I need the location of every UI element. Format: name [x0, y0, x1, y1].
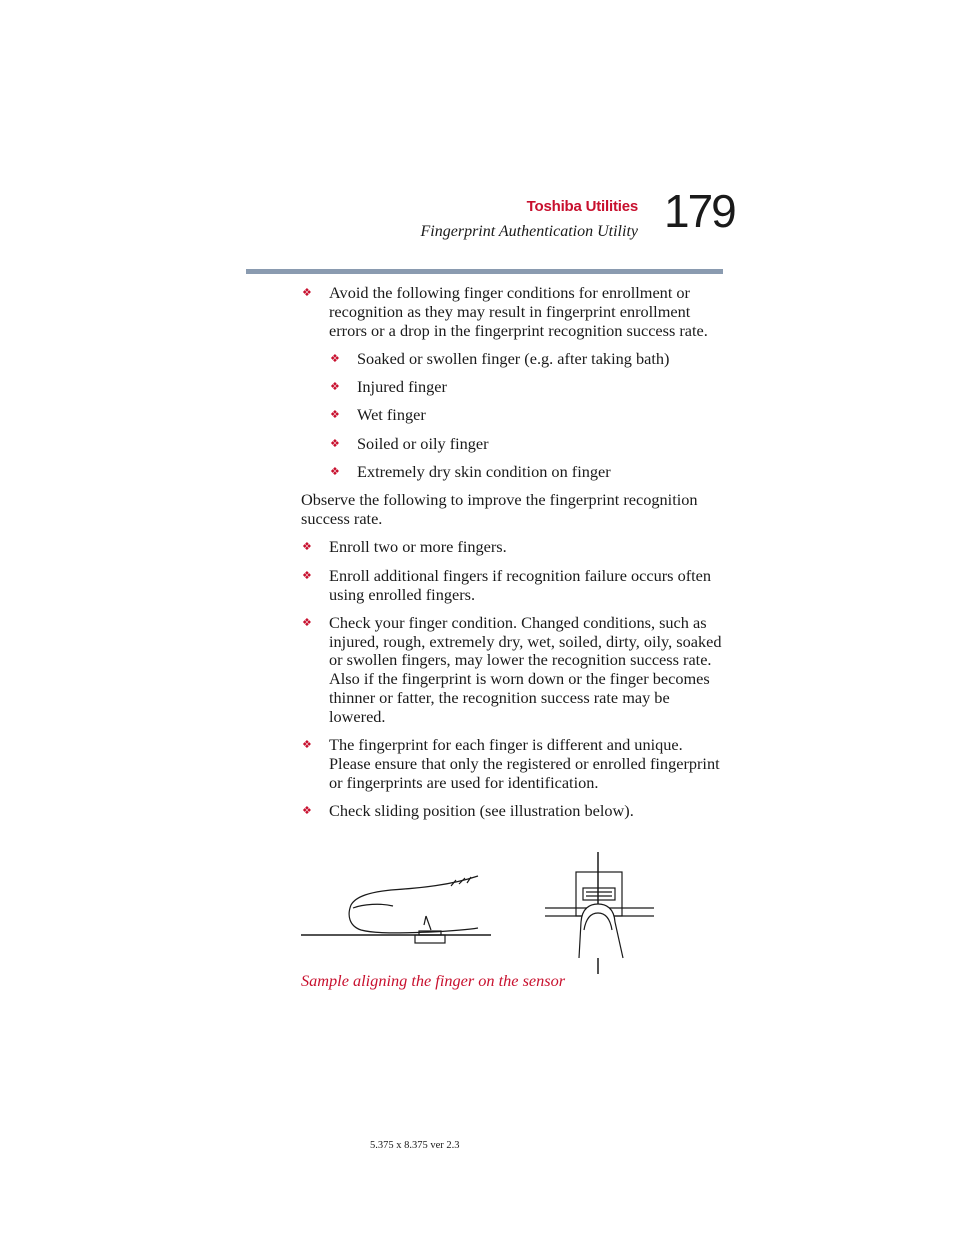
sub-list-item — [301, 435, 723, 454]
sub-list-item — [301, 378, 723, 397]
list-item — [301, 614, 723, 727]
section-title: Fingerprint Authentication Utility — [420, 223, 638, 240]
diamond-bullet-icon: ❖ — [302, 615, 312, 629]
page-footer: 5.375 x 8.375 ver 2.3 — [370, 1140, 460, 1151]
diamond-bullet-icon: ❖ — [302, 738, 312, 752]
page-number: 179 — [664, 185, 735, 237]
bullet-text: Enroll additional fingers if recognition failure occurs often using enrolled fingers. — [329, 565, 712, 604]
diamond-bullet-icon: ❖ — [330, 408, 340, 422]
diamond-bullet-icon: ❖ — [330, 436, 340, 450]
list-item — [301, 736, 723, 792]
bullet-text: Enroll two or more fingers. — [329, 537, 507, 557]
list-item — [301, 538, 723, 557]
finger-front-view — [545, 852, 654, 974]
list-item — [301, 802, 723, 821]
list-item — [301, 284, 723, 340]
bullet-text: Check your finger condition. Changed conditions, such as injured, rough, extremely dry, wet, soiled, dirty, oily, soaked or swollen fingers, may lower the recognition success rate. Also if the fingerprint is worn down or the finger becomes thinner or fatter, the recognition success rate may be lowered. — [329, 612, 722, 726]
sub-bullet-text: Soiled or oily finger — [357, 433, 489, 453]
bullet-text: Check sliding position (see illustration below). — [329, 801, 634, 821]
diamond-bullet-icon: ❖ — [302, 286, 312, 299]
finger-side-view — [301, 876, 491, 943]
chapter-title: Toshiba Utilities — [526, 198, 638, 215]
list-item — [301, 567, 723, 605]
diamond-bullet-icon: ❖ — [330, 351, 340, 365]
sub-list-item — [301, 463, 723, 482]
diamond-bullet-icon: ❖ — [330, 380, 340, 394]
sub-bullet-text: Injured finger — [357, 377, 447, 397]
bullet-text: The fingerprint for each finger is different and unique. Please ensure that only the registered or enrolled fingerprint or fingerprints are used for identification. — [329, 735, 720, 792]
paragraph: Observe the following to improve the fingerprint recognition success rate. — [301, 490, 698, 529]
header-rule — [246, 269, 723, 274]
sub-list-item — [301, 350, 723, 369]
diamond-bullet-icon: ❖ — [302, 804, 312, 818]
diamond-bullet-icon: ❖ — [330, 465, 340, 479]
diamond-bullet-icon: ❖ — [302, 540, 312, 554]
bullet-text: Avoid the following finger conditions for enrollment or recognition as they may result in fingerprint enrollment errors or a drop in the fingerprint recognition success rate. — [329, 283, 708, 340]
main-content — [301, 284, 723, 830]
sub-bullet-text: Extremely dry skin condition on finger — [357, 462, 611, 482]
diamond-bullet-icon: ❖ — [302, 568, 312, 582]
sub-bullet-text: Wet finger — [357, 405, 426, 425]
figure-caption: Sample aligning the finger on the sensor — [301, 971, 566, 990]
sub-list-item — [301, 406, 723, 425]
sub-bullet-text: Soaked or swollen finger (e.g. after taking bath) — [357, 348, 670, 368]
finger-sensor-illustration — [301, 850, 661, 975]
